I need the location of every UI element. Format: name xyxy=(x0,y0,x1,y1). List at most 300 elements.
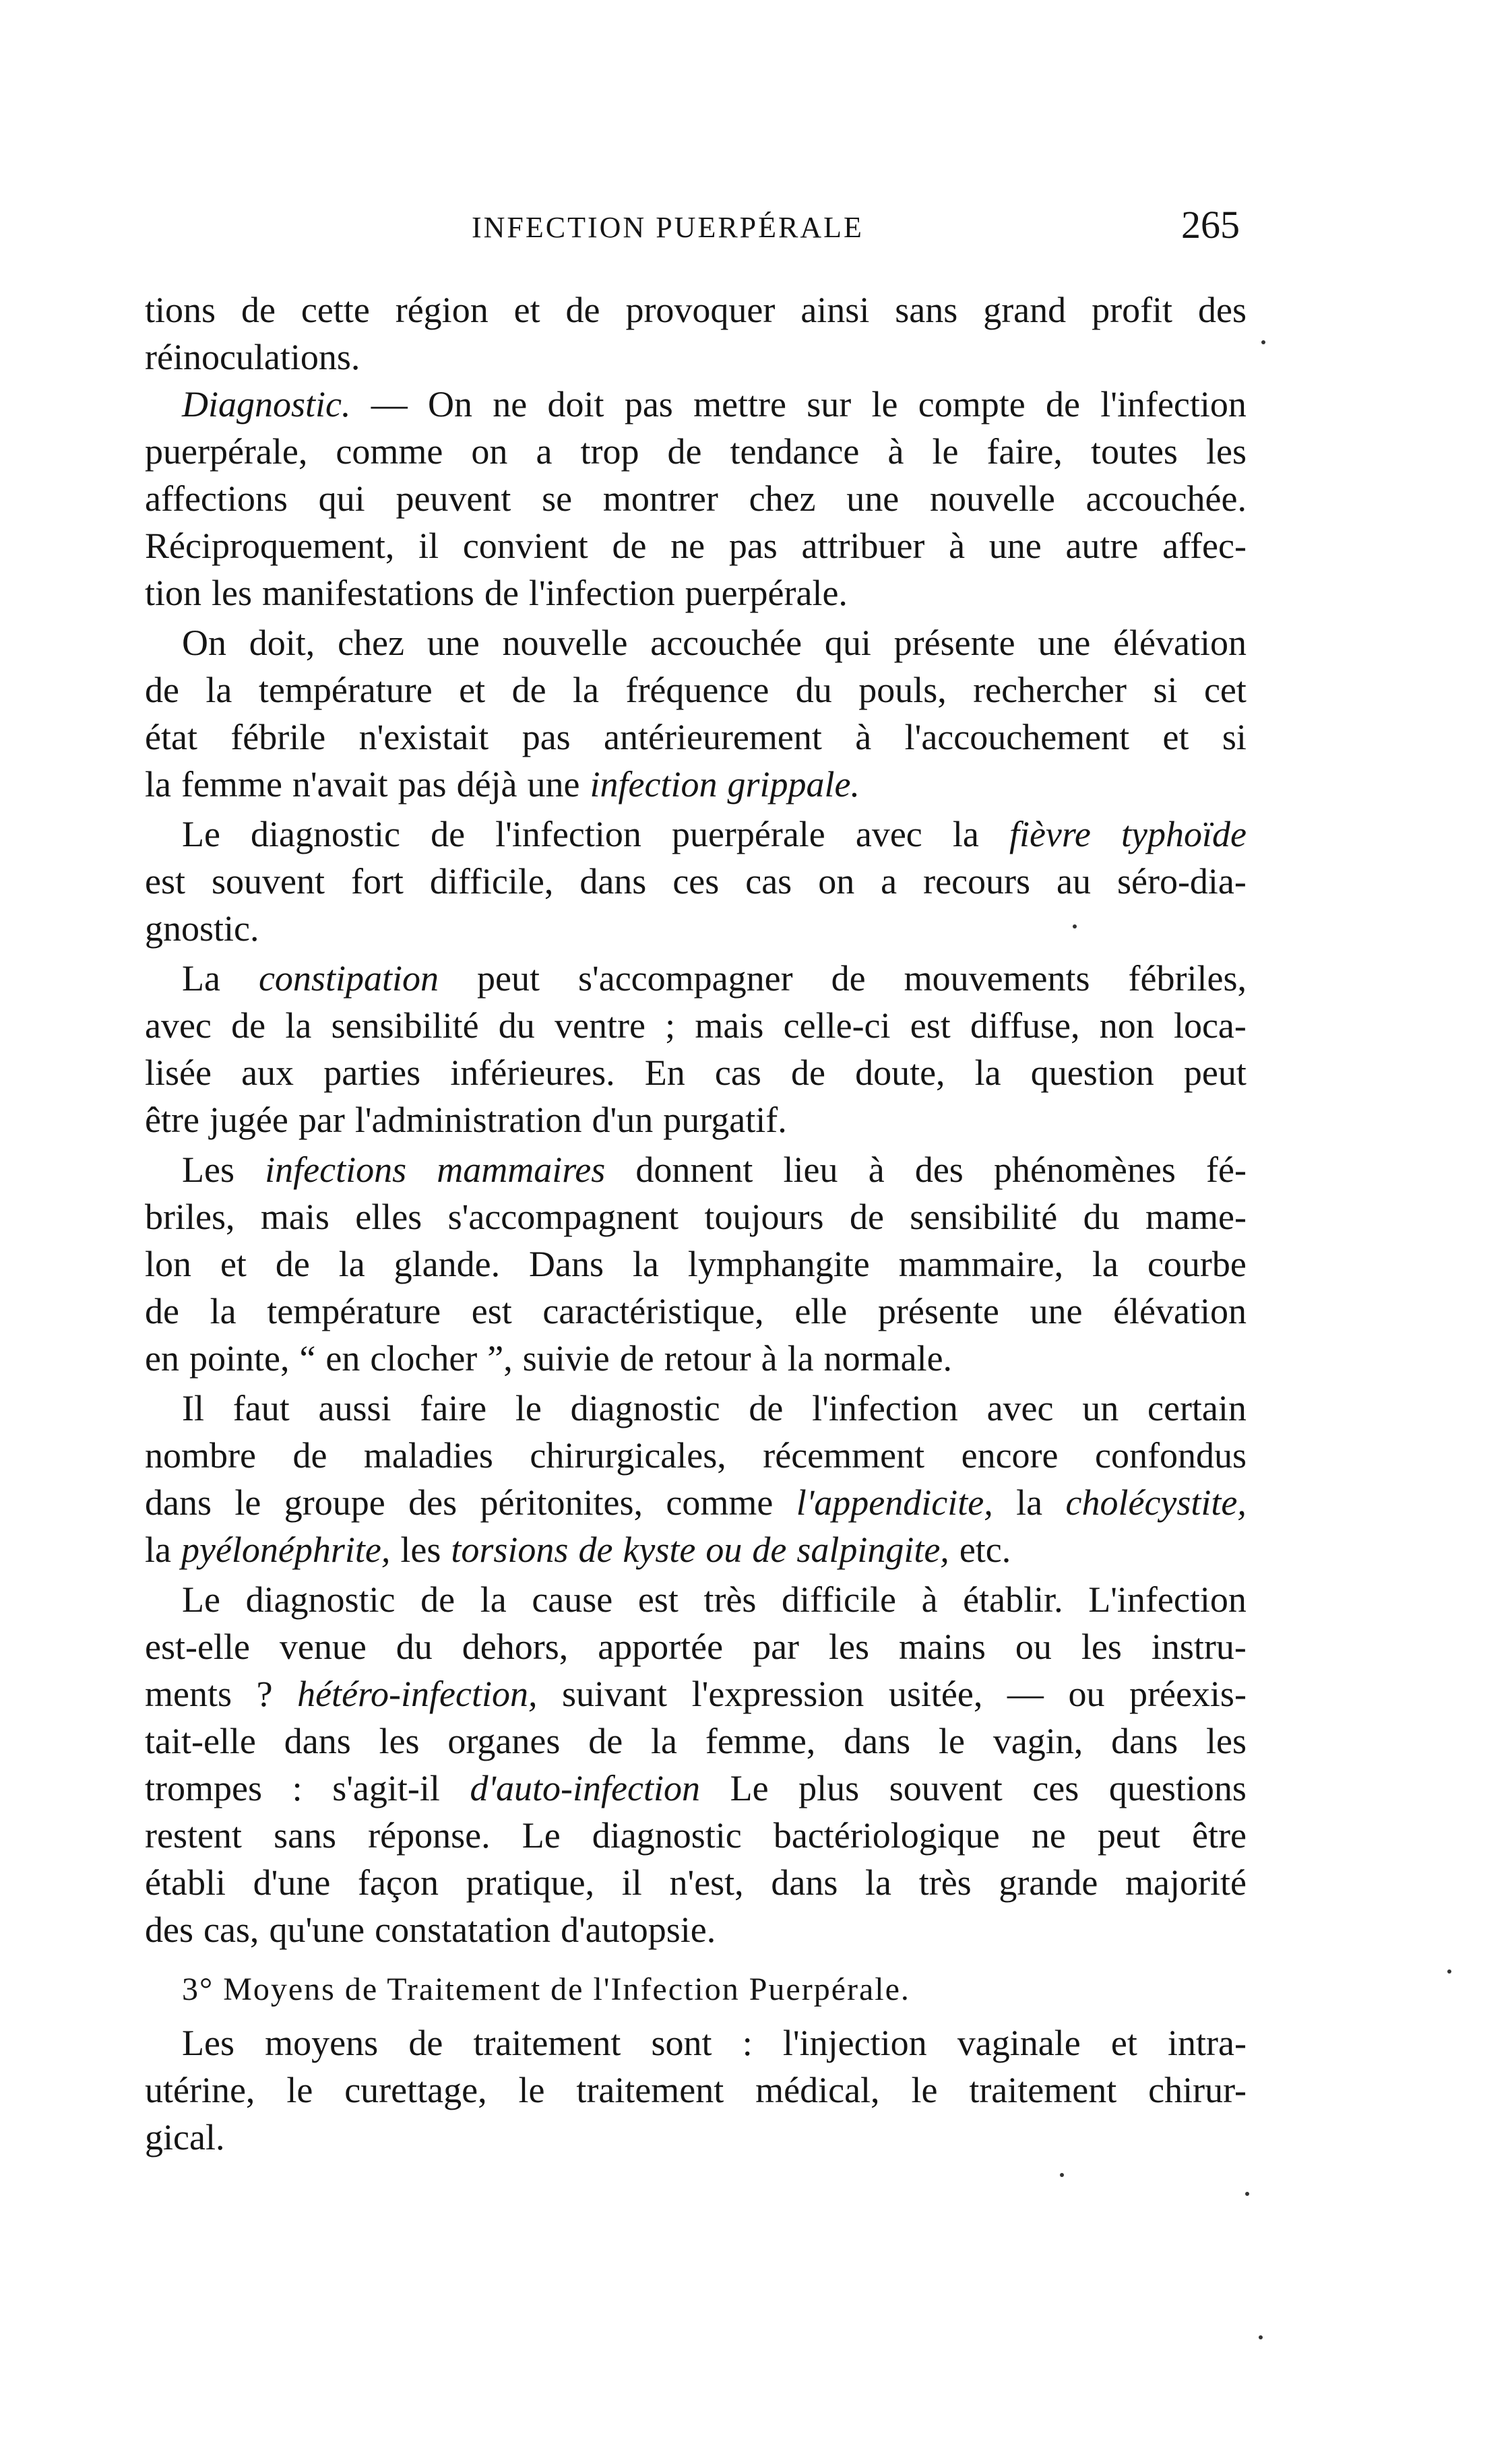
word: souvent xyxy=(211,861,325,902)
word: sur xyxy=(807,384,852,424)
word: une xyxy=(1030,1291,1083,1331)
word: dans xyxy=(579,861,647,902)
word: normale. xyxy=(823,1338,953,1379)
word: cas, xyxy=(203,1910,259,1950)
word: d'un xyxy=(592,1100,654,1140)
word: les xyxy=(212,573,253,613)
word: s'agit-il xyxy=(332,1768,440,1808)
text-line xyxy=(145,2067,1247,2114)
word: peut xyxy=(1183,1052,1247,1093)
word: pratique, xyxy=(466,1862,595,1903)
word: souvent xyxy=(889,1768,1003,1808)
word: de xyxy=(431,814,466,854)
word: difficile, xyxy=(429,861,554,902)
word: : xyxy=(292,1768,303,1808)
word: rechercher xyxy=(973,670,1127,710)
word: L'infection xyxy=(1088,1579,1247,1620)
word: température xyxy=(267,1291,441,1331)
word: vaginale xyxy=(957,2023,1081,2063)
word: restent xyxy=(145,1815,242,1856)
word: d'une xyxy=(253,1862,331,1903)
word: ces xyxy=(672,861,720,902)
word: faire, xyxy=(986,431,1063,472)
word: ou xyxy=(1015,1627,1052,1667)
word: nombre xyxy=(145,1435,256,1476)
word: puerpérale. xyxy=(685,573,848,613)
word: si xyxy=(1153,670,1178,710)
word: Les xyxy=(182,2023,234,2063)
word: peut xyxy=(476,958,540,999)
word: état xyxy=(145,717,197,757)
word: Le xyxy=(522,1815,561,1856)
text-line xyxy=(145,858,1247,905)
word: typhoïde xyxy=(1121,814,1247,854)
word: est-elle xyxy=(145,1627,250,1667)
word: fort xyxy=(350,861,404,902)
word: la xyxy=(206,670,232,710)
word: élévation xyxy=(1113,1291,1247,1331)
word: le xyxy=(871,384,898,424)
word: certain xyxy=(1147,1388,1247,1428)
text-line xyxy=(145,286,1247,334)
word: une xyxy=(427,623,480,663)
word: diagnostic xyxy=(592,1815,742,1856)
word: Il xyxy=(182,1388,204,1428)
word: qu'une xyxy=(269,1910,365,1950)
word: à xyxy=(868,1149,885,1190)
word: ne xyxy=(1031,1815,1066,1856)
word: cas xyxy=(745,861,792,902)
word: traitement xyxy=(473,2023,621,2063)
word: peuvent xyxy=(396,478,511,519)
paper-speck xyxy=(1447,1969,1451,1974)
word: pas xyxy=(728,526,778,566)
word: mais xyxy=(695,1005,764,1046)
word: faut xyxy=(232,1388,290,1428)
word: de xyxy=(292,1435,327,1476)
text-line xyxy=(145,1812,1247,1859)
section-heading: 3° Moyens de Traitement de l'Infection Puerpérale. xyxy=(182,1972,910,2007)
word: les xyxy=(1081,1627,1122,1667)
word: de xyxy=(511,670,546,710)
word: très xyxy=(703,1579,757,1620)
word: vagin, xyxy=(993,1721,1083,1761)
word: de xyxy=(241,290,276,330)
word: les xyxy=(379,1721,420,1761)
word: n'avait xyxy=(292,764,388,805)
word: lisée xyxy=(145,1052,212,1093)
word: de xyxy=(1046,384,1080,424)
word: compte xyxy=(918,384,1026,424)
word: Les xyxy=(182,1149,234,1190)
word: utérine, xyxy=(145,2070,255,2110)
word: montrer xyxy=(602,478,718,519)
word: question xyxy=(1030,1052,1154,1093)
word: on xyxy=(818,861,855,902)
text-line xyxy=(145,1717,1247,1765)
word: diagnostic xyxy=(245,1579,396,1620)
word: d'auto-infection xyxy=(470,1768,700,1808)
word: la xyxy=(573,670,600,710)
word: tendance xyxy=(730,431,860,472)
word: de xyxy=(578,1529,613,1570)
word: En xyxy=(644,1052,685,1093)
text-line xyxy=(145,905,1247,952)
word: se xyxy=(542,478,573,519)
word: l'infection xyxy=(495,814,641,854)
word: très xyxy=(918,1862,972,1903)
word: si xyxy=(1222,717,1247,757)
word: à xyxy=(761,1338,778,1379)
word: le xyxy=(518,2070,545,2110)
word: moyens xyxy=(265,2023,379,2063)
word: autre xyxy=(1065,526,1139,566)
word: lon xyxy=(145,1244,192,1284)
word: celle-ci xyxy=(783,1005,891,1046)
word: des xyxy=(914,1149,964,1190)
word: par xyxy=(298,1100,345,1140)
text-line xyxy=(145,475,1247,522)
word: un xyxy=(1082,1388,1119,1428)
word: cas xyxy=(714,1052,761,1093)
running-head xyxy=(148,202,1240,256)
word: gnostic. xyxy=(145,908,259,949)
text-line xyxy=(145,334,1247,381)
word: de xyxy=(749,1388,784,1428)
word: chez xyxy=(338,623,404,663)
word: toujours xyxy=(704,1197,824,1237)
word: pas xyxy=(522,717,571,757)
word: l'expression xyxy=(691,1674,864,1714)
word: Diagnostic. xyxy=(182,384,351,424)
word: dans xyxy=(771,1862,838,1903)
word: est xyxy=(910,1005,951,1046)
word: s'accompagner xyxy=(577,958,793,999)
word: de xyxy=(752,1529,787,1570)
word: plus xyxy=(798,1768,860,1808)
word: convient xyxy=(462,526,588,566)
word: ments xyxy=(145,1674,232,1714)
word: élévation xyxy=(1113,623,1247,663)
word: puerpérale, xyxy=(145,431,308,472)
word: grippale. xyxy=(727,764,860,805)
word: retour xyxy=(664,1338,751,1379)
word: pyélonéphrite, xyxy=(181,1529,391,1570)
word: ventre xyxy=(555,1005,645,1046)
word: tions xyxy=(145,290,216,330)
word: jugée xyxy=(209,1100,288,1140)
word: femme, xyxy=(705,1721,816,1761)
word: lymphangite xyxy=(687,1244,870,1284)
word: suivie xyxy=(522,1338,610,1379)
word: à xyxy=(887,431,904,472)
word: mammaire, xyxy=(898,1244,1064,1284)
word: mais xyxy=(260,1197,329,1237)
word: recours xyxy=(923,861,1031,902)
word: la xyxy=(338,1244,365,1284)
word: chirur- xyxy=(1148,2070,1247,2110)
text-line xyxy=(145,1623,1247,1670)
word: une xyxy=(846,478,900,519)
word: cholécystite, xyxy=(1065,1482,1247,1523)
word: grande xyxy=(999,1862,1098,1903)
word: briles, xyxy=(145,1197,235,1237)
word: le xyxy=(932,431,959,472)
word: encore xyxy=(961,1435,1059,1476)
word: traitement xyxy=(969,2070,1117,2110)
word: Dans xyxy=(529,1244,604,1284)
word: de xyxy=(831,958,866,999)
word: en xyxy=(145,1338,179,1379)
word: caractéristique, xyxy=(542,1291,764,1331)
word: — xyxy=(1007,1674,1044,1714)
word: l'infection xyxy=(1100,384,1247,424)
word: est xyxy=(471,1291,512,1331)
word: puerpérale xyxy=(671,814,825,854)
word: la xyxy=(787,1338,814,1379)
word: salpingite, xyxy=(796,1529,949,1570)
word: de xyxy=(619,1338,654,1379)
word: à xyxy=(921,1579,938,1620)
word: difficile xyxy=(782,1579,896,1620)
word: de xyxy=(484,573,519,613)
word: phénomènes xyxy=(993,1149,1176,1190)
word: température xyxy=(258,670,433,710)
word: les xyxy=(1205,431,1247,472)
word: affec- xyxy=(1162,526,1247,566)
word: doit, xyxy=(249,623,315,663)
word: de xyxy=(612,526,647,566)
word: n'existait xyxy=(358,717,489,757)
word: inférieures. xyxy=(450,1052,615,1093)
word: pas xyxy=(398,764,447,805)
word: réinoculations. xyxy=(145,337,360,377)
word: de xyxy=(231,1005,266,1046)
text-line xyxy=(145,2019,1247,2067)
word: on xyxy=(471,431,508,472)
word: suivant xyxy=(562,1674,668,1714)
word: l'administration xyxy=(354,1100,582,1140)
word: récemment xyxy=(763,1435,925,1476)
word: et xyxy=(513,290,540,330)
text-line xyxy=(145,1432,1247,1479)
word: trop xyxy=(580,431,639,472)
word: de xyxy=(145,670,179,710)
word: fréquence xyxy=(625,670,769,710)
text-line xyxy=(145,569,1247,617)
word: la xyxy=(865,1862,892,1903)
word: ou xyxy=(705,1529,743,1570)
word: confondus xyxy=(1095,1435,1247,1476)
word: mame- xyxy=(1145,1197,1247,1237)
word: antérieurement xyxy=(604,717,822,757)
text-line xyxy=(145,1096,1247,1143)
word: pointe, xyxy=(189,1338,290,1379)
word: sont xyxy=(651,2023,712,2063)
word: mouvements xyxy=(904,958,1090,999)
text-line xyxy=(145,619,1247,666)
word: du xyxy=(396,1627,433,1667)
word: de xyxy=(408,2023,443,2063)
word: tion xyxy=(145,573,202,613)
paper-speck xyxy=(1245,2192,1249,2196)
word: la xyxy=(480,1579,507,1620)
text-line xyxy=(145,1049,1247,1096)
word: sans xyxy=(274,1815,337,1856)
word: de xyxy=(790,1052,825,1093)
word: bactériologique xyxy=(773,1815,1000,1856)
word: organes xyxy=(447,1721,561,1761)
word: intra- xyxy=(1168,2023,1247,2063)
word: sensibilité xyxy=(331,1005,479,1046)
word: Le xyxy=(730,1768,769,1808)
word: dans xyxy=(1111,1721,1178,1761)
word: la xyxy=(974,1052,1001,1093)
word: être xyxy=(145,1100,199,1140)
text-line xyxy=(145,2114,1247,2161)
word: affections xyxy=(145,478,288,519)
word: peut xyxy=(1097,1815,1160,1856)
word: fé- xyxy=(1206,1149,1247,1190)
word: établi xyxy=(145,1862,226,1903)
word: au xyxy=(1057,861,1091,902)
word: du xyxy=(498,1005,535,1046)
word: avec xyxy=(145,1005,212,1046)
text-line xyxy=(145,1906,1247,1953)
word: tait-elle xyxy=(145,1721,256,1761)
word: curettage, xyxy=(344,2070,487,2110)
word: l'infection xyxy=(812,1388,958,1428)
text-line xyxy=(145,1146,1247,1193)
word: qui xyxy=(318,478,365,519)
word: est xyxy=(145,861,185,902)
word: des xyxy=(145,1910,193,1950)
word: en xyxy=(325,1338,360,1379)
word: questions xyxy=(1108,1768,1247,1808)
word: sensibilité xyxy=(910,1197,1058,1237)
word: dans xyxy=(145,1482,212,1523)
word: ou xyxy=(1068,1674,1105,1714)
word: le xyxy=(286,2070,313,2110)
word: infection xyxy=(590,764,718,805)
word: de xyxy=(275,1244,310,1284)
word: ne xyxy=(493,384,528,424)
word: femme xyxy=(181,764,282,805)
word: doute, xyxy=(855,1052,945,1093)
paper-speck xyxy=(1060,2173,1064,2177)
word: de xyxy=(420,1579,455,1620)
body-text xyxy=(145,286,1247,2161)
word: apportée xyxy=(598,1627,724,1667)
word: torsions xyxy=(451,1529,569,1570)
word: diffuse, xyxy=(970,1005,1080,1046)
word: constipation xyxy=(258,958,439,999)
word: la xyxy=(145,1529,171,1570)
text-line xyxy=(145,1526,1247,1573)
word: n'est, xyxy=(669,1862,744,1903)
word: l'appendicite, xyxy=(796,1482,993,1523)
word: chez xyxy=(749,478,816,519)
word: toutes xyxy=(1090,431,1178,472)
word: dans xyxy=(284,1721,351,1761)
word: la xyxy=(632,1244,659,1284)
word: préexis- xyxy=(1129,1674,1247,1714)
word: a xyxy=(536,431,553,472)
word: de xyxy=(588,1721,623,1761)
word: profit xyxy=(1092,290,1173,330)
paper-speck xyxy=(1261,340,1265,344)
word: la xyxy=(285,1005,312,1046)
word: manifestations xyxy=(262,573,474,613)
word: lieu xyxy=(783,1149,838,1190)
word: établir. xyxy=(963,1579,1063,1620)
text-line xyxy=(145,1335,1247,1382)
text-line xyxy=(145,1576,1247,1623)
word: de xyxy=(565,290,600,330)
word: trompes xyxy=(145,1768,262,1808)
word: Le xyxy=(182,1579,220,1620)
word: nouvelle xyxy=(929,478,1055,519)
text-line xyxy=(145,1385,1247,1432)
word: du xyxy=(795,670,832,710)
word: fièvre xyxy=(1009,814,1091,854)
word: Le xyxy=(182,814,220,854)
word: de xyxy=(667,431,702,472)
word: aussi xyxy=(318,1388,391,1428)
word: mammaires xyxy=(437,1149,606,1190)
word: La xyxy=(182,958,220,999)
text-line xyxy=(145,1859,1247,1906)
word: parties xyxy=(323,1052,421,1093)
word: à xyxy=(949,526,966,566)
word: des xyxy=(408,1482,458,1523)
text-line xyxy=(145,1240,1247,1288)
word: hétéro-infection, xyxy=(297,1674,538,1714)
word: l'accouchement xyxy=(904,717,1130,757)
word: On xyxy=(182,623,226,663)
word: comme xyxy=(666,1482,774,1523)
word: mettre xyxy=(693,384,786,424)
word: la xyxy=(1016,1482,1043,1523)
word: le xyxy=(234,1482,261,1523)
text-line xyxy=(145,1002,1247,1049)
text-line xyxy=(145,1193,1247,1240)
word: médical, xyxy=(755,2070,880,2110)
word: la xyxy=(952,814,979,854)
text-line xyxy=(145,428,1247,475)
word: de xyxy=(145,1291,179,1331)
word: cause xyxy=(532,1579,613,1620)
word: donnent xyxy=(635,1149,753,1190)
word: Réciproquement, xyxy=(145,526,395,566)
word: elles xyxy=(355,1197,422,1237)
word: provoquer xyxy=(625,290,776,330)
word: attribuer xyxy=(801,526,925,566)
word: la xyxy=(210,1291,237,1331)
word: “ xyxy=(299,1338,316,1379)
word: traitement xyxy=(576,2070,724,2110)
word: ne xyxy=(670,526,705,566)
word: le xyxy=(515,1388,542,1428)
word: groupe xyxy=(284,1482,385,1523)
word: ”, xyxy=(487,1338,513,1379)
word: séro-dia- xyxy=(1116,861,1247,902)
text-line xyxy=(145,955,1247,1002)
word: accouchée. xyxy=(1085,478,1247,519)
word: avec xyxy=(986,1388,1054,1428)
word: qui xyxy=(824,623,871,663)
word: gical. xyxy=(145,2117,225,2157)
